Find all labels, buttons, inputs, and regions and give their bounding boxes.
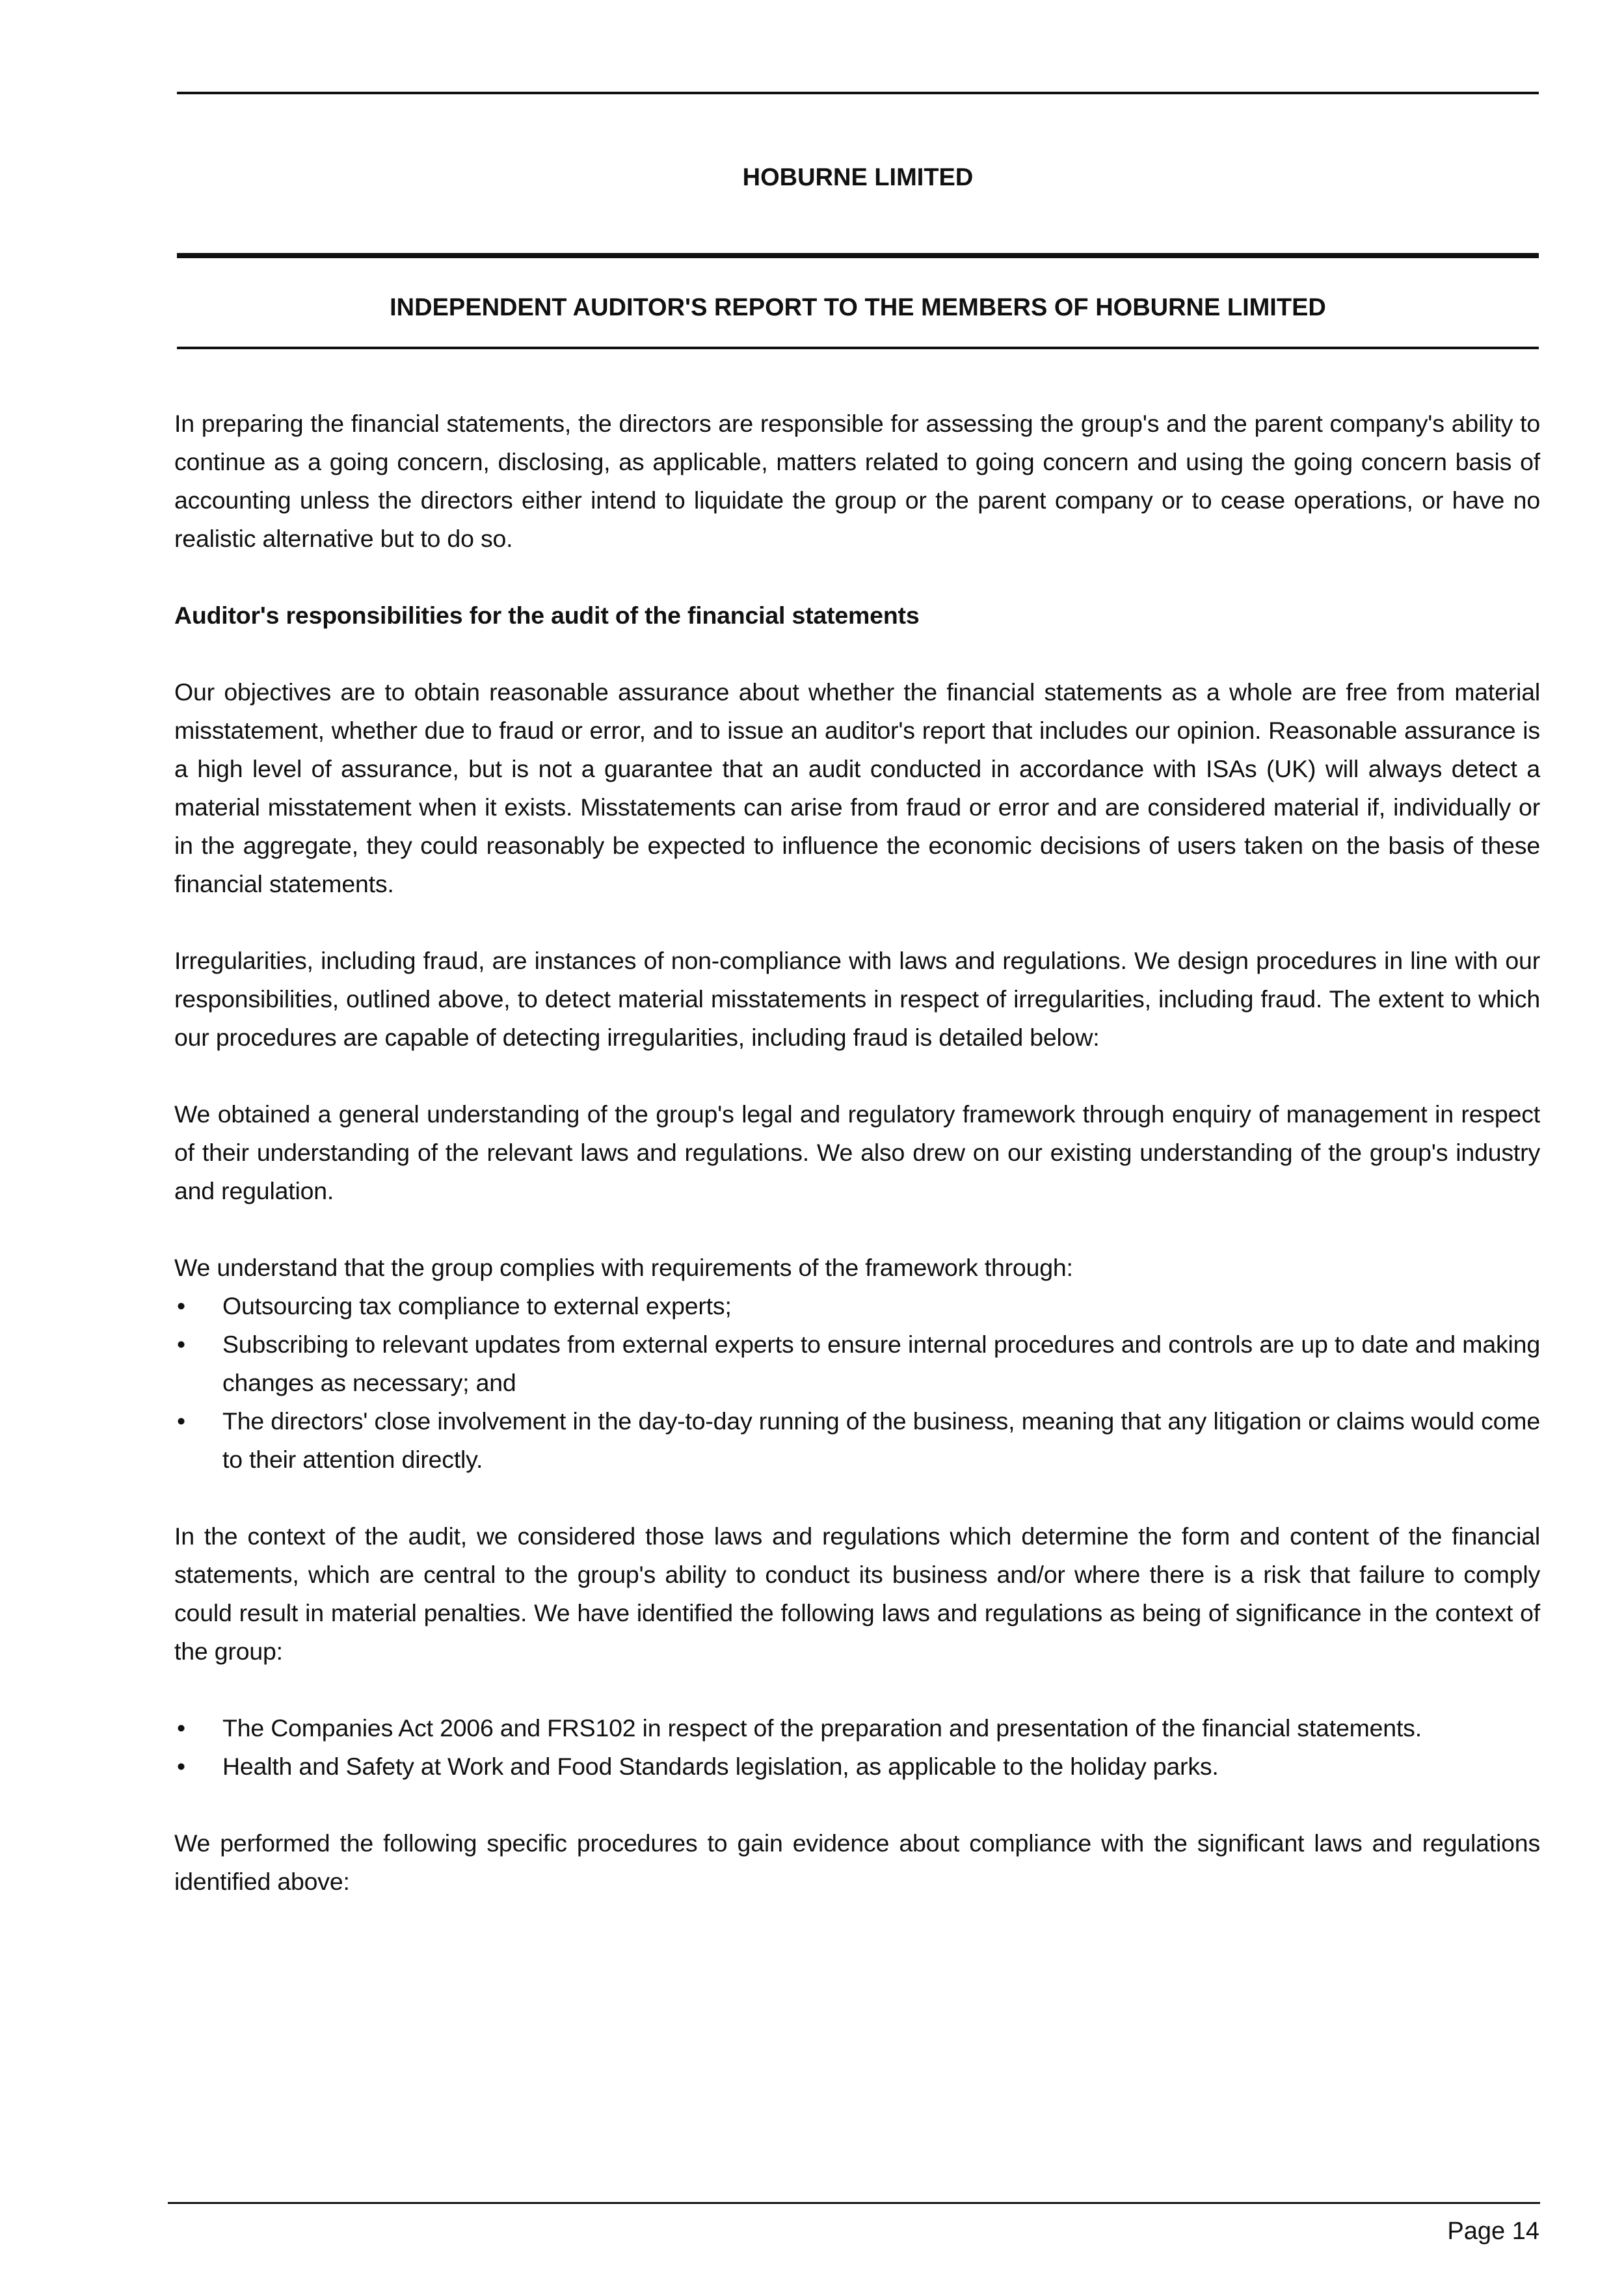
paragraph-procedures: We performed the following specific procedures to gain evidence about compliance with the significant laws and regulations identified above: — [174, 1829, 1540, 1895]
paragraph-irregularities: Irregularities, including fraud, are instances of non-compliance with laws and regulations. We design procedures in line with our responsibilities, outlined above, to detect material misstatements in respect of irregularities, including fraud. The extent to which our procedures are capable of detecting irregularities, including fraud is detailed below: — [174, 947, 1540, 1051]
paragraph-understanding: We obtained a general understanding of the group's legal and regulatory framework through enquiry of management in respect of their understanding of the relevant laws and regulations. We also drew on our existing understanding of the group's industry and regulation. — [174, 1100, 1540, 1204]
list-item — [174, 1287, 1540, 1325]
document-body — [174, 405, 1540, 1939]
bullet-icon: • — [177, 1753, 185, 1780]
list-item-text: Outsourcing tax compliance to external experts; — [222, 1292, 732, 1320]
paragraph-objectives: Our objectives are to obtain reasonable assurance about whether the financial statements as a whole are free from material misstatement, whether due to fraud or error, and to issue an auditor's report that includes our opinion. Reasonable assurance is a high level of assurance, but is not a guarantee that an audit conducted in accordance with ISAs (UK) will always detect a material misstatement when it exists. Misstatements can arise from fraud or error and are considered material if, individually or in the aggregate, they could reasonably be expected to influence the economic decisions of users taken on the basis of these financial statements. — [174, 678, 1540, 897]
list-item — [174, 1325, 1540, 1402]
header-rule — [177, 347, 1539, 349]
bullet-icon: • — [177, 1331, 185, 1358]
compliance-list — [174, 1287, 1540, 1479]
list-item-text: Subscribing to relevant updates from external experts to ensure internal procedures and controls are up to date and making changes as necessary; and — [222, 1331, 1540, 1396]
list-item — [174, 1402, 1540, 1479]
list-item-text: Health and Safety at Work and Food Standards legislation, as applicable to the holiday parks. — [222, 1753, 1219, 1780]
list-item — [174, 1747, 1540, 1786]
top-rule — [177, 92, 1539, 94]
bullet-icon: • — [177, 1292, 185, 1320]
bullet-icon: • — [177, 1714, 185, 1742]
list-item-text: The directors' close involvement in the day-to-day running of the business, meaning that any litigation or claims would come to their attention directly. — [222, 1407, 1540, 1473]
footer-rule — [168, 2202, 1540, 2204]
bullet-icon: • — [177, 1407, 185, 1435]
report-title: INDEPENDENT AUDITOR'S REPORT TO THE MEMBERS OF HOBURNE LIMITED — [390, 294, 1326, 321]
company-name: HOBURNE LIMITED — [742, 164, 974, 191]
page-number: Page 14 — [1447, 2218, 1539, 2245]
paragraph-compliance-intro: We understand that the group complies with requirements of the framework through: — [174, 1254, 1073, 1281]
list-item — [174, 1709, 1540, 1747]
laws-list — [174, 1709, 1540, 1786]
list-item-text: The Companies Act 2006 and FRS102 in respect of the preparation and presentation of the financial statements. — [222, 1714, 1422, 1742]
paragraph-going-concern: In preparing the financial statements, the directors are responsible for assessing the group's and the parent company's ability to continue as a going concern, disclosing, as applicable, matters related to going concern and using the going concern basis of accounting unless the directors either intend to liquidate the group or the parent company or to cease operations, or have no realistic alternative but to do so. — [174, 410, 1540, 552]
paragraph-context: In the context of the audit, we considered those laws and regulations which determine the form and content of the financial statements, which are central to the group's ability to conduct its business and/or where there is a risk that failure to comply could result in material penalties. We have identified the following laws and regulations as being of significance in the context of the group: — [174, 1522, 1540, 1665]
header-thick-rule — [177, 253, 1539, 258]
section-heading: Auditor's responsibilities for the audit of the financial statements — [174, 602, 920, 629]
